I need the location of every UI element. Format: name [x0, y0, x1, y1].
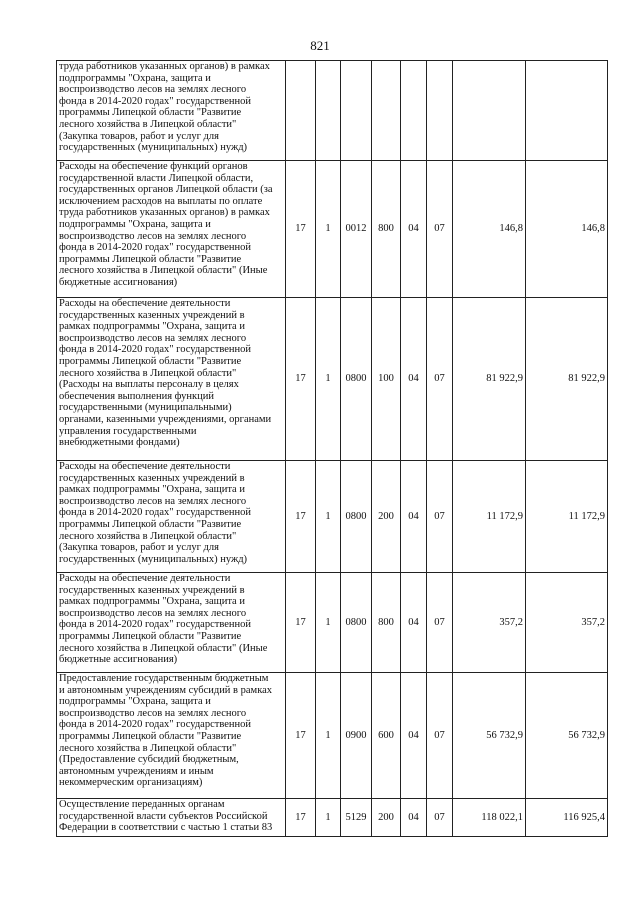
- row-description: Предоставление государственным бюджетным и автономным учреждениям субсидий в рамках подпрограммы "Охрана, защита и воспроизводство лесов на землях лесного фонда в 2014-2020 годах" государственной программы Липецкой области "Развитие лесного хозяйства в Липецкой области" (Предоставление субсидий бюджетным, автономным учреждениям и иным некоммерческим организациям): [57, 673, 286, 799]
- cell-division: 04: [401, 161, 427, 298]
- cell-amount-2: 81 922,9: [526, 298, 608, 461]
- cell-expense-type: [372, 61, 401, 161]
- row-description: Расходы на обеспечение деятельности государственных казенных учреждений в рамках подпрограммы "Охрана, защита и воспроизводство лесов на землях лесного фонда в 2014-2020 годах" государственной программы Липецкой области "Развитие лесного хозяйства в Липецкой области" (Расходы на выплаты персоналу в целях обеспечения выполнения функций государственными (муниципальными) органами, казенными учреждениями, органами управления государственными внебюджетными фондами): [57, 298, 286, 461]
- cell-target: 0800: [341, 461, 372, 573]
- cell-division: 04: [401, 799, 427, 837]
- cell-section: 1: [316, 461, 341, 573]
- table-row: [57, 461, 608, 573]
- cell-section: 1: [316, 799, 341, 837]
- cell-target: 5129: [341, 799, 372, 837]
- cell-amount-2: 56 732,9: [526, 673, 608, 799]
- cell-amount-1: 118 022,1: [453, 799, 526, 837]
- cell-expense-type: 100: [372, 298, 401, 461]
- cell-ministry: 17: [286, 298, 316, 461]
- table-row: [57, 298, 608, 461]
- cell-ministry: 17: [286, 573, 316, 673]
- table-row: [57, 61, 608, 161]
- cell-subdivision: 07: [427, 799, 453, 837]
- cell-target: [341, 61, 372, 161]
- table-row: [57, 161, 608, 298]
- cell-target: 0900: [341, 673, 372, 799]
- cell-expense-type: 800: [372, 161, 401, 298]
- cell-subdivision: 07: [427, 298, 453, 461]
- cell-division: 04: [401, 461, 427, 573]
- cell-amount-2: 146,8: [526, 161, 608, 298]
- row-description: труда работников указанных органов) в рамках подпрограммы "Охрана, защита и воспроизводство лесов на землях лесного фонда в 2014-2020 годах" государственной программы Липецкой области "Развитие лесного хозяйства в Липецкой области" (Закупка товаров, работ и услуг для государственных (муниципальных) нужд): [57, 61, 286, 161]
- cell-ministry: [286, 61, 316, 161]
- cell-section: 1: [316, 573, 341, 673]
- cell-target: 0800: [341, 298, 372, 461]
- cell-subdivision: 07: [427, 673, 453, 799]
- cell-amount-1: 357,2: [453, 573, 526, 673]
- cell-subdivision: 07: [427, 161, 453, 298]
- row-description: Расходы на обеспечение функций органов государственной власти Липецкой области, государственных органов Липецкой области (за исключением расходов на выплаты по оплате труда работников указанных органов) в рамках подпрограммы "Охрана, защита и воспроизводство лесов на землях лесного фонда в 2014-2020 годах" государственной программы Липецкой области "Развитие лесного хозяйства в Липецкой области" (Иные бюджетные ассигнования): [57, 161, 286, 298]
- cell-amount-1: 146,8: [453, 161, 526, 298]
- cell-subdivision: 07: [427, 461, 453, 573]
- row-description: Расходы на обеспечение деятельности государственных казенных учреждений в рамках подпрограммы "Охрана, защита и воспроизводство лесов на землях лесного фонда в 2014-2020 годах" государственной программы Липецкой области "Развитие лесного хозяйства в Липецкой области" (Закупка товаров, работ и услуг для государственных (муниципальных) нужд): [57, 461, 286, 573]
- page-number: 821: [310, 38, 330, 53]
- cell-expense-type: 200: [372, 461, 401, 573]
- cell-section: 1: [316, 161, 341, 298]
- cell-ministry: 17: [286, 673, 316, 799]
- cell-amount-2: [526, 61, 608, 161]
- cell-amount-1: 81 922,9: [453, 298, 526, 461]
- cell-subdivision: [427, 61, 453, 161]
- cell-ministry: 17: [286, 161, 316, 298]
- cell-amount-2: 11 172,9: [526, 461, 608, 573]
- cell-ministry: 17: [286, 799, 316, 837]
- cell-division: 04: [401, 573, 427, 673]
- cell-amount-1: 11 172,9: [453, 461, 526, 573]
- cell-amount-1: 56 732,9: [453, 673, 526, 799]
- row-description: Расходы на обеспечение деятельности государственных казенных учреждений в рамках подпрограммы "Охрана, защита и воспроизводство лесов на землях лесного фонда в 2014-2020 годах" государственной программы Липецкой области "Развитие лесного хозяйства в Липецкой области" (Иные бюджетные ассигнования): [57, 573, 286, 673]
- cell-section: 1: [316, 298, 341, 461]
- cell-amount-2: 357,2: [526, 573, 608, 673]
- table-row: [57, 673, 608, 799]
- cell-amount-2: 116 925,4: [526, 799, 608, 837]
- cell-expense-type: 600: [372, 673, 401, 799]
- table-row: [57, 799, 608, 837]
- cell-ministry: 17: [286, 461, 316, 573]
- cell-target: 0800: [341, 573, 372, 673]
- cell-expense-type: 200: [372, 799, 401, 837]
- cell-section: [316, 61, 341, 161]
- cell-expense-type: 800: [372, 573, 401, 673]
- budget-table: [56, 60, 608, 837]
- table-body: [57, 61, 608, 837]
- row-description: Осуществление переданных органам государственной власти субъектов Российской Федерации в соответствии с частью 1 статьи 83: [57, 799, 286, 837]
- cell-section: 1: [316, 673, 341, 799]
- cell-amount-1: [453, 61, 526, 161]
- cell-target: 0012: [341, 161, 372, 298]
- cell-division: [401, 61, 427, 161]
- cell-division: 04: [401, 298, 427, 461]
- cell-subdivision: 07: [427, 573, 453, 673]
- table-row: [57, 573, 608, 673]
- cell-division: 04: [401, 673, 427, 799]
